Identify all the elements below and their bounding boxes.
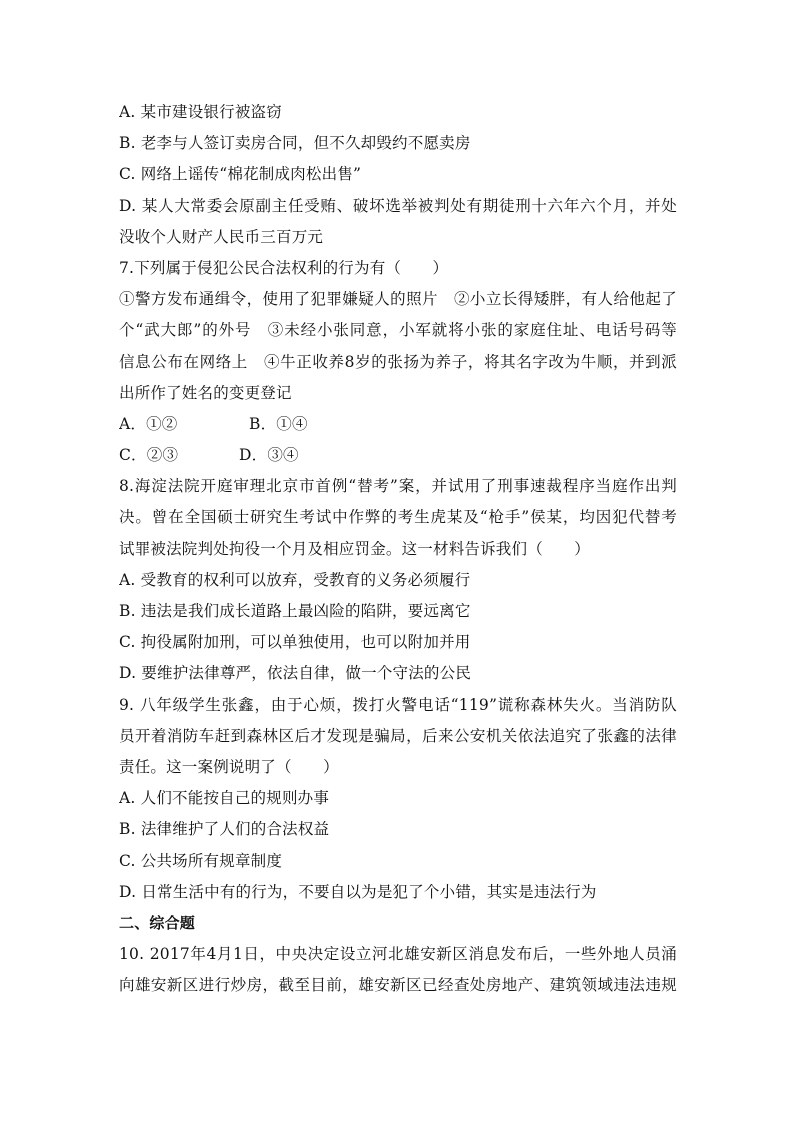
- text-line: B. 违法是我们成长道路上最凶险的陷阱，要远离它: [119, 602, 471, 620]
- option-d: D．③④: [239, 446, 299, 465]
- text-line: 向雄安新区进行炒房，截至目前，雄安新区已经查处房地产、建筑领域违法违规: [119, 976, 677, 995]
- text-line: 信息公布在网络上 ④牛正收养8岁的张扬为养子，将其名字改为牛顺，并到派: [119, 352, 677, 371]
- option-b: B．①④: [249, 414, 308, 433]
- options-row: [119, 440, 677, 471]
- text-line: A. 人们不能按自己的规则办事: [119, 789, 330, 808]
- section-heading: 二、综合题: [119, 913, 196, 932]
- text-line: 个“武大郎”的外号 ③未经小张同意，小军就将小张的家庭住址、电话号码等: [119, 321, 677, 340]
- text-line: 责任。这一案例说明了（ ）: [119, 757, 339, 776]
- text-line: 决。曾在全国硕士研究生考试中作弊的考生虎某及“枪手”侯某，均因犯代替考: [119, 508, 677, 527]
- text-line: ①警方发布通缉令，使用了犯罪嫌疑人的照片 ②小立长得矮胖，有人给他起了: [119, 290, 677, 309]
- text-line: D. 要维护法律尊严，依法自律，做一个守法的公民: [119, 664, 472, 683]
- text-line: C. 公共场所有规章制度: [119, 851, 283, 870]
- text-line: B. 老李与人签订卖房合同，但不久却毁约不愿卖房: [119, 134, 471, 153]
- text-line: C. 拘役属附加刑，可以单独使用，也可以附加并用: [119, 633, 471, 652]
- text-line: 员开着消防车赶到森林区后才发现是骗局，后来公安机关依法追究了张鑫的法律: [119, 726, 677, 745]
- document-page: [119, 97, 677, 1001]
- option-c: C．②③: [119, 446, 179, 465]
- text-line: D. 日常生活中有的行为，不要自以为是犯了个小错，其实是违法行为: [119, 882, 597, 901]
- text-line: 没收个人财产人民币三百万元: [119, 227, 324, 246]
- question-10-stem: 10. 2017年4月1日，中央决定设立河北雄安新区消息发布后，一些外地人员涌: [119, 945, 677, 964]
- text-line: A. 某市建设银行被盗窃: [119, 103, 282, 121]
- option-a: A．①②: [119, 414, 178, 433]
- text-line: D. 某人大常委会原副主任受贿、破坏选举被判处有期徒刑十六年六个月，并处: [119, 196, 677, 215]
- text-line: 出所作了姓名的变更登记: [119, 383, 292, 402]
- question-7-stem: 7.下列属于侵犯公民合法权利的行为有（ ）: [119, 258, 449, 277]
- text-line: B. 法律维护了人们的合法权益: [119, 820, 330, 839]
- text-line: A. 受教育的权利可以放弃，受教育的义务必须履行: [119, 570, 471, 589]
- question-8-stem: 8.海淀法院开庭审理北京市首例“替考”案，并试用了刑事速裁程序当庭作出判: [119, 477, 677, 496]
- text-line: C. 网络上谣传“棉花制成肉松出售”: [119, 165, 362, 184]
- question-9-stem: 9. 八年级学生张鑫，由于心烦，拨打火警电话“119”谎称森林失火。当消防队: [119, 695, 677, 714]
- text-line: 试罪被法院判处拘役一个月及相应罚金。这一材料告诉我们（ ）: [119, 539, 591, 558]
- options-row: [119, 409, 677, 440]
